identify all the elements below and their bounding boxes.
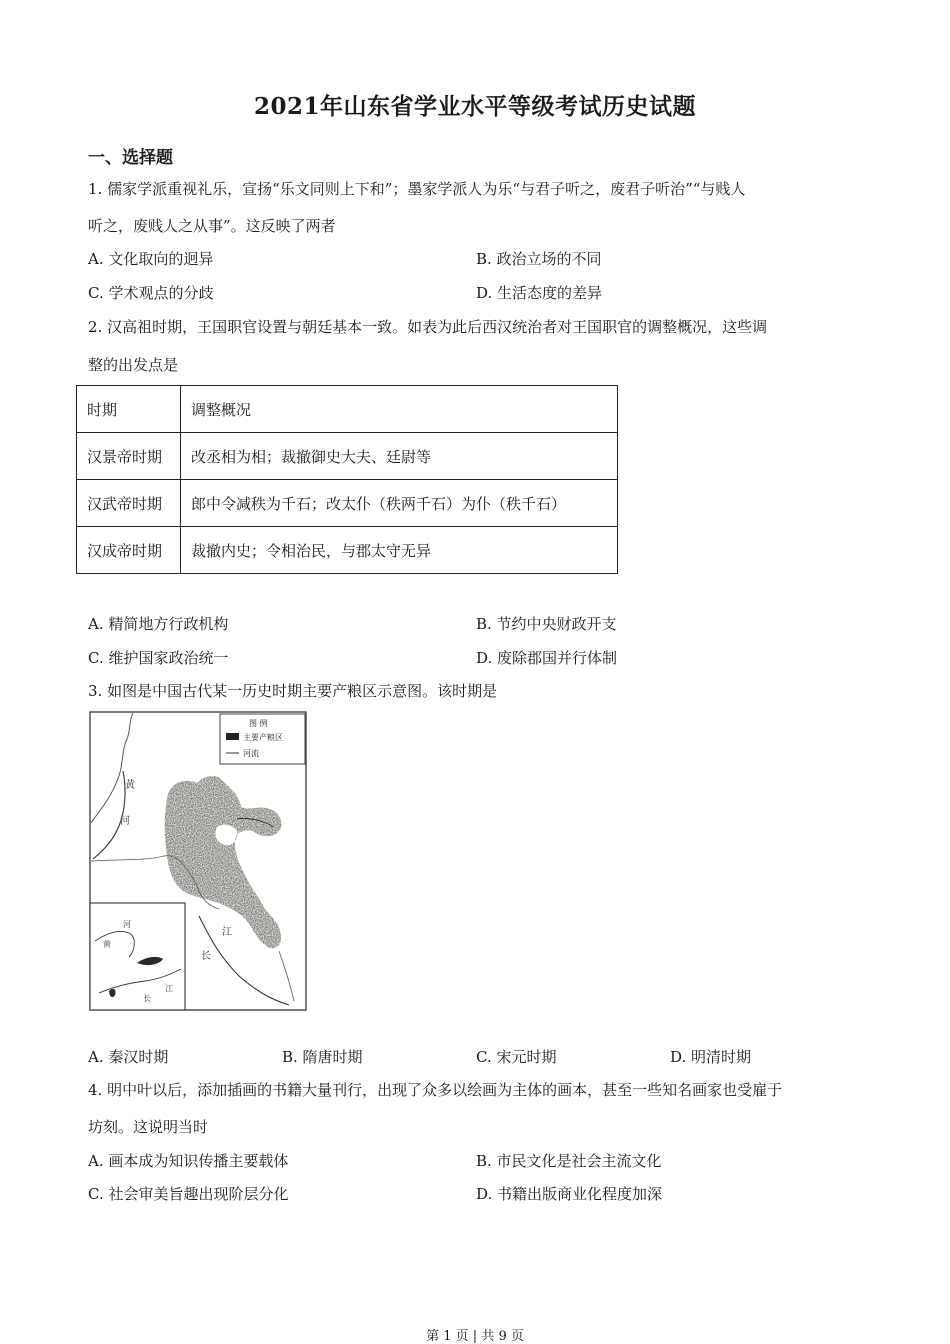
q4-option-a: A. 画本成为知识传播主要载体 [88, 1152, 289, 1170]
table-row [77, 527, 618, 574]
legend-grain-label: 主要产粮区 [243, 733, 283, 742]
q1-stem-line-1: 1. 儒家学派重视礼乐，宣扬“乐文同则上下和”；墨家学派人为乐“与君子听之，废君子听治”“与贱人 [88, 180, 746, 198]
table-header-cell: 时期 [77, 386, 181, 433]
table-row [77, 480, 618, 527]
q2-option-c: C. 维护国家政治统一 [88, 649, 229, 667]
inset-label-he: 河 [123, 920, 131, 929]
legend-river-label: 河流 [243, 749, 259, 758]
q1-option-d: D. 生活态度的差异 [476, 284, 603, 302]
q4-option-c: C. 社会审美旨趣出现阶层分化 [88, 1185, 289, 1203]
inset-label-huang: 黄 [103, 940, 111, 949]
table-cell: 郎中令减秩为千石；改太仆（秩两千石）为仆（秩千石） [181, 480, 618, 527]
q4-stem-line-2: 坊刻。这说明当时 [88, 1118, 209, 1136]
legend-grain-swatch [226, 733, 239, 740]
table-row [77, 433, 618, 480]
grain-region-map [89, 711, 307, 1011]
q3-stem-line-1: 3. 如图是中国古代某一历史时期主要产粮区示意图。该时期是 [88, 682, 498, 700]
q1-option-b: B. 政治立场的不同 [476, 250, 602, 268]
inset-map-frame [90, 903, 185, 1010]
table-cell: 裁撤内史；令相治民，与郡太守无异 [181, 527, 618, 574]
q1-option-a: A. 文化取向的迥异 [88, 250, 214, 268]
official-adjustment-table [76, 385, 618, 574]
q3-option-c: C. 宋元时期 [476, 1048, 557, 1066]
inset-label-jiang: 江 [165, 984, 173, 993]
table-cell: 汉成帝时期 [77, 527, 181, 574]
table-cell: 汉武帝时期 [77, 480, 181, 527]
label-jiang: 江 [222, 927, 232, 938]
table-cell: 改丞相为相；裁撤御史大夫、廷尉等 [181, 433, 618, 480]
q3-option-d: D. 明清时期 [670, 1048, 752, 1066]
page-footer: 第 1 页 | 共 9 页 [426, 1329, 524, 1344]
table-cell: 汉景帝时期 [77, 433, 181, 480]
q1-stem-line-2: 听之，废贱人之从事”。这反映了两者 [88, 217, 336, 235]
q2-option-b: B. 节约中央财政开支 [476, 615, 617, 633]
q2-stem-line-2: 整的出发点是 [88, 356, 179, 374]
table-header-row [77, 386, 618, 433]
q2-option-d: D. 废除郡国并行体制 [476, 649, 618, 667]
q3-option-a: A. 秦汉时期 [88, 1048, 169, 1066]
label-huang: 黄 [125, 780, 135, 791]
q4-option-b: B. 市民文化是社会主流文化 [476, 1152, 662, 1170]
q1-option-c: C. 学术观点的分歧 [88, 284, 214, 302]
label-chang: 长 [201, 951, 211, 962]
legend-title: 图 例 [249, 719, 268, 728]
exam-title: 2021年山东省学业水平等级考试历史试题 [253, 93, 696, 120]
inset-label-chang: 长 [143, 994, 151, 1003]
q2-option-a: A. 精简地方行政机构 [88, 615, 229, 633]
q4-option-d: D. 书籍出版商业化程度加深 [476, 1185, 663, 1203]
q4-stem-line-1: 4. 明中叶以后，添加插画的书籍大量刊行，出现了众多以绘画为主体的画本，甚至一些知名画家也受雇于 [88, 1081, 783, 1099]
table-header-cell: 调整概况 [181, 386, 618, 433]
q3-option-b: B. 隋唐时期 [282, 1048, 363, 1066]
section-heading: 一、选择题 [88, 148, 173, 168]
label-he: 河 [120, 816, 130, 827]
q2-stem-line-1: 2. 汉高祖时期，王国职官设置与朝廷基本一致。如表为此后西汉统治者对王国职官的调整概况，这些调 [88, 318, 768, 336]
